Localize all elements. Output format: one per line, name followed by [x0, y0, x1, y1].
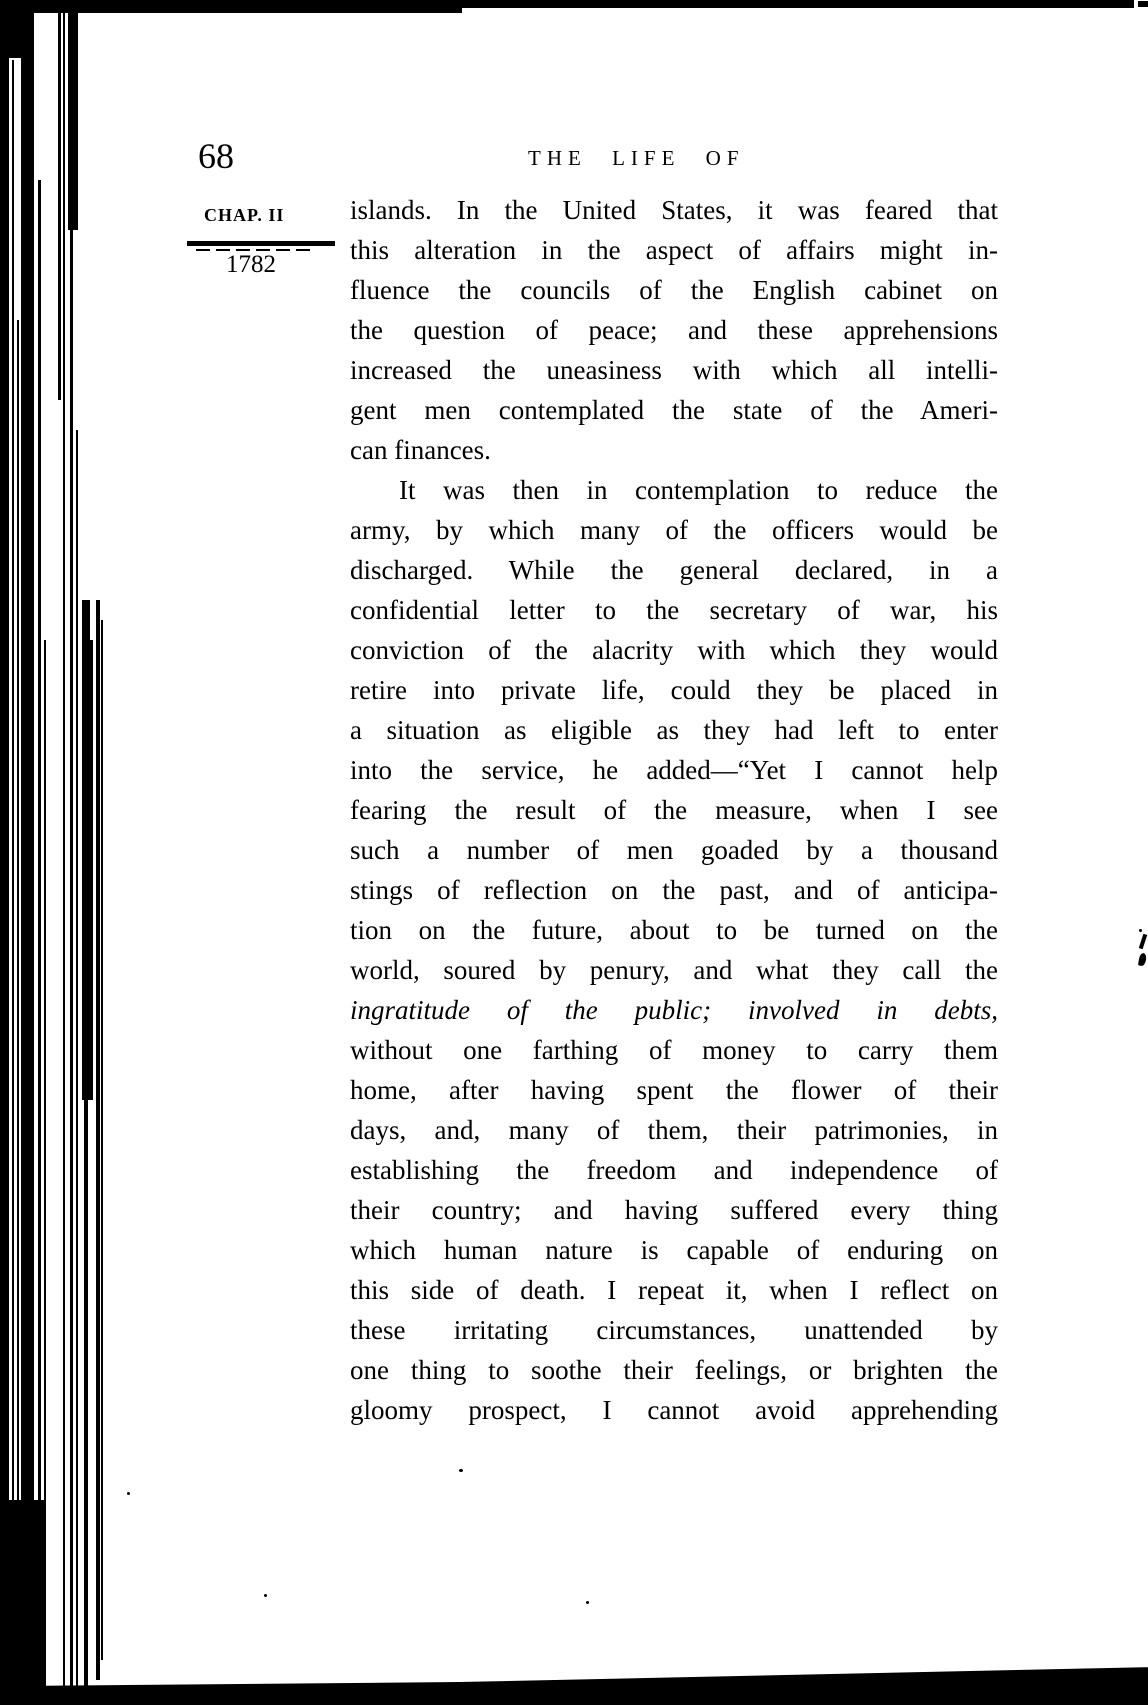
- scan-artifact-stripe: [17, 320, 19, 1705]
- text-line: fluence the councils of the English cabinet on: [350, 275, 998, 305]
- ink-speck: [264, 1594, 267, 1597]
- chapter-label: CHAP. II: [204, 205, 285, 225]
- scan-artifact-stripe: [21, 0, 34, 1410]
- text-line: which human nature is capable of enduring on: [350, 1235, 998, 1265]
- text-line: these irritating circumstances, unattended by: [350, 1315, 998, 1345]
- top-edge-corner-tick: [1138, 1, 1148, 7]
- text-line: stings of reflection on the past, and of anticipa-: [350, 875, 998, 905]
- text-line: fearing the result of the measure, when I see: [350, 795, 998, 825]
- bottom-edge-bar: [0, 1660, 1148, 1705]
- scan-artifact-stripe: [68, 0, 78, 230]
- scan-bottom-block: [0, 1500, 46, 1705]
- scan-artifact-stripe: [96, 600, 100, 1680]
- scan-artifact-stripe: [82, 600, 90, 1100]
- text-line: can finances.: [350, 435, 491, 465]
- scan-artifact-stripe: [21, 1410, 34, 1505]
- text-line-italic: ingratitude of the public; involved in debts,: [350, 995, 998, 1025]
- text-line: increased the uneasiness with which all intelli-: [350, 355, 998, 385]
- edge-mark: [1138, 952, 1147, 966]
- scan-artifact-stripe: [63, 0, 65, 1705]
- text-line: the question of peace; and these apprehensions: [350, 315, 998, 345]
- scan-artifact-stripe: [12, 60, 14, 1705]
- text-line: tion on the future, about to be turned on the: [350, 915, 998, 945]
- chapter-rule: [187, 241, 335, 246]
- scan-artifact-stripe: [0, 0, 9, 1705]
- text-line: islands. In the United States, it was feared that: [350, 195, 998, 225]
- ink-speck: [127, 1492, 130, 1495]
- year-label: 1782: [226, 251, 276, 278]
- page-number: 68: [198, 136, 234, 176]
- text-line: their country; and having suffered every thing: [350, 1195, 998, 1225]
- text-line: without one farthing of money to carry them: [350, 1035, 998, 1065]
- text-line: It was then in contemplation to reduce the: [399, 475, 998, 505]
- scan-corner-block: [0, 0, 30, 58]
- text-line: gloomy prospect, I cannot avoid apprehending: [350, 1395, 998, 1425]
- scan-artifact-stripe: [70, 230, 73, 1705]
- scan-artifact-stripe: [58, 0, 61, 400]
- text-line: days, and, many of them, their patrimonies, in: [350, 1115, 998, 1145]
- scan-artifact-stripe: [101, 620, 103, 1660]
- scan-artifact-stripe: [76, 430, 78, 1705]
- top-edge-bar-thin: [462, 0, 1134, 8]
- scan-artifact-stripe: [38, 180, 41, 1705]
- text-line: home, after having spent the flower of their: [350, 1075, 998, 1105]
- edge-mark: [1139, 934, 1147, 950]
- text-line: into the service, he added—“Yet I cannot help: [350, 755, 998, 785]
- scan-artifact-stripe: [84, 1100, 88, 1690]
- text-line: conviction of the alacrity with which they would: [350, 635, 998, 665]
- running-head: THE LIFE OF: [528, 146, 745, 170]
- top-edge-bar-thick: [28, 0, 462, 13]
- text-line: gent men contemplated the state of the Ameri-: [350, 395, 998, 425]
- body-text: [350, 190, 998, 1430]
- text-line: army, by which many of the officers would be: [350, 515, 998, 545]
- text-line: world, soured by penury, and what they call the: [350, 955, 998, 985]
- text-line: establishing the freedom and independence of: [350, 1155, 998, 1185]
- text-line: retire into private life, could they be placed in: [350, 675, 998, 705]
- ink-speck: [586, 1601, 589, 1604]
- text-line: this side of death. I repeat it, when I reflect on: [350, 1275, 998, 1305]
- text-line: this alteration in the aspect of affairs might in-: [350, 235, 998, 265]
- text-line: discharged. While the general declared, in a: [350, 555, 998, 585]
- text-line: confidential letter to the secretary of war, his: [350, 595, 998, 625]
- scan-artifact-stripe: [90, 640, 93, 1100]
- text-line: such a number of men goaded by a thousand: [350, 835, 998, 865]
- text-line: one thing to soothe their feelings, or brighten the: [350, 1355, 998, 1385]
- text-line: a situation as eligible as they had left to enter: [350, 715, 998, 745]
- ink-speck: [1139, 929, 1142, 932]
- ink-speck: [459, 1469, 463, 1472]
